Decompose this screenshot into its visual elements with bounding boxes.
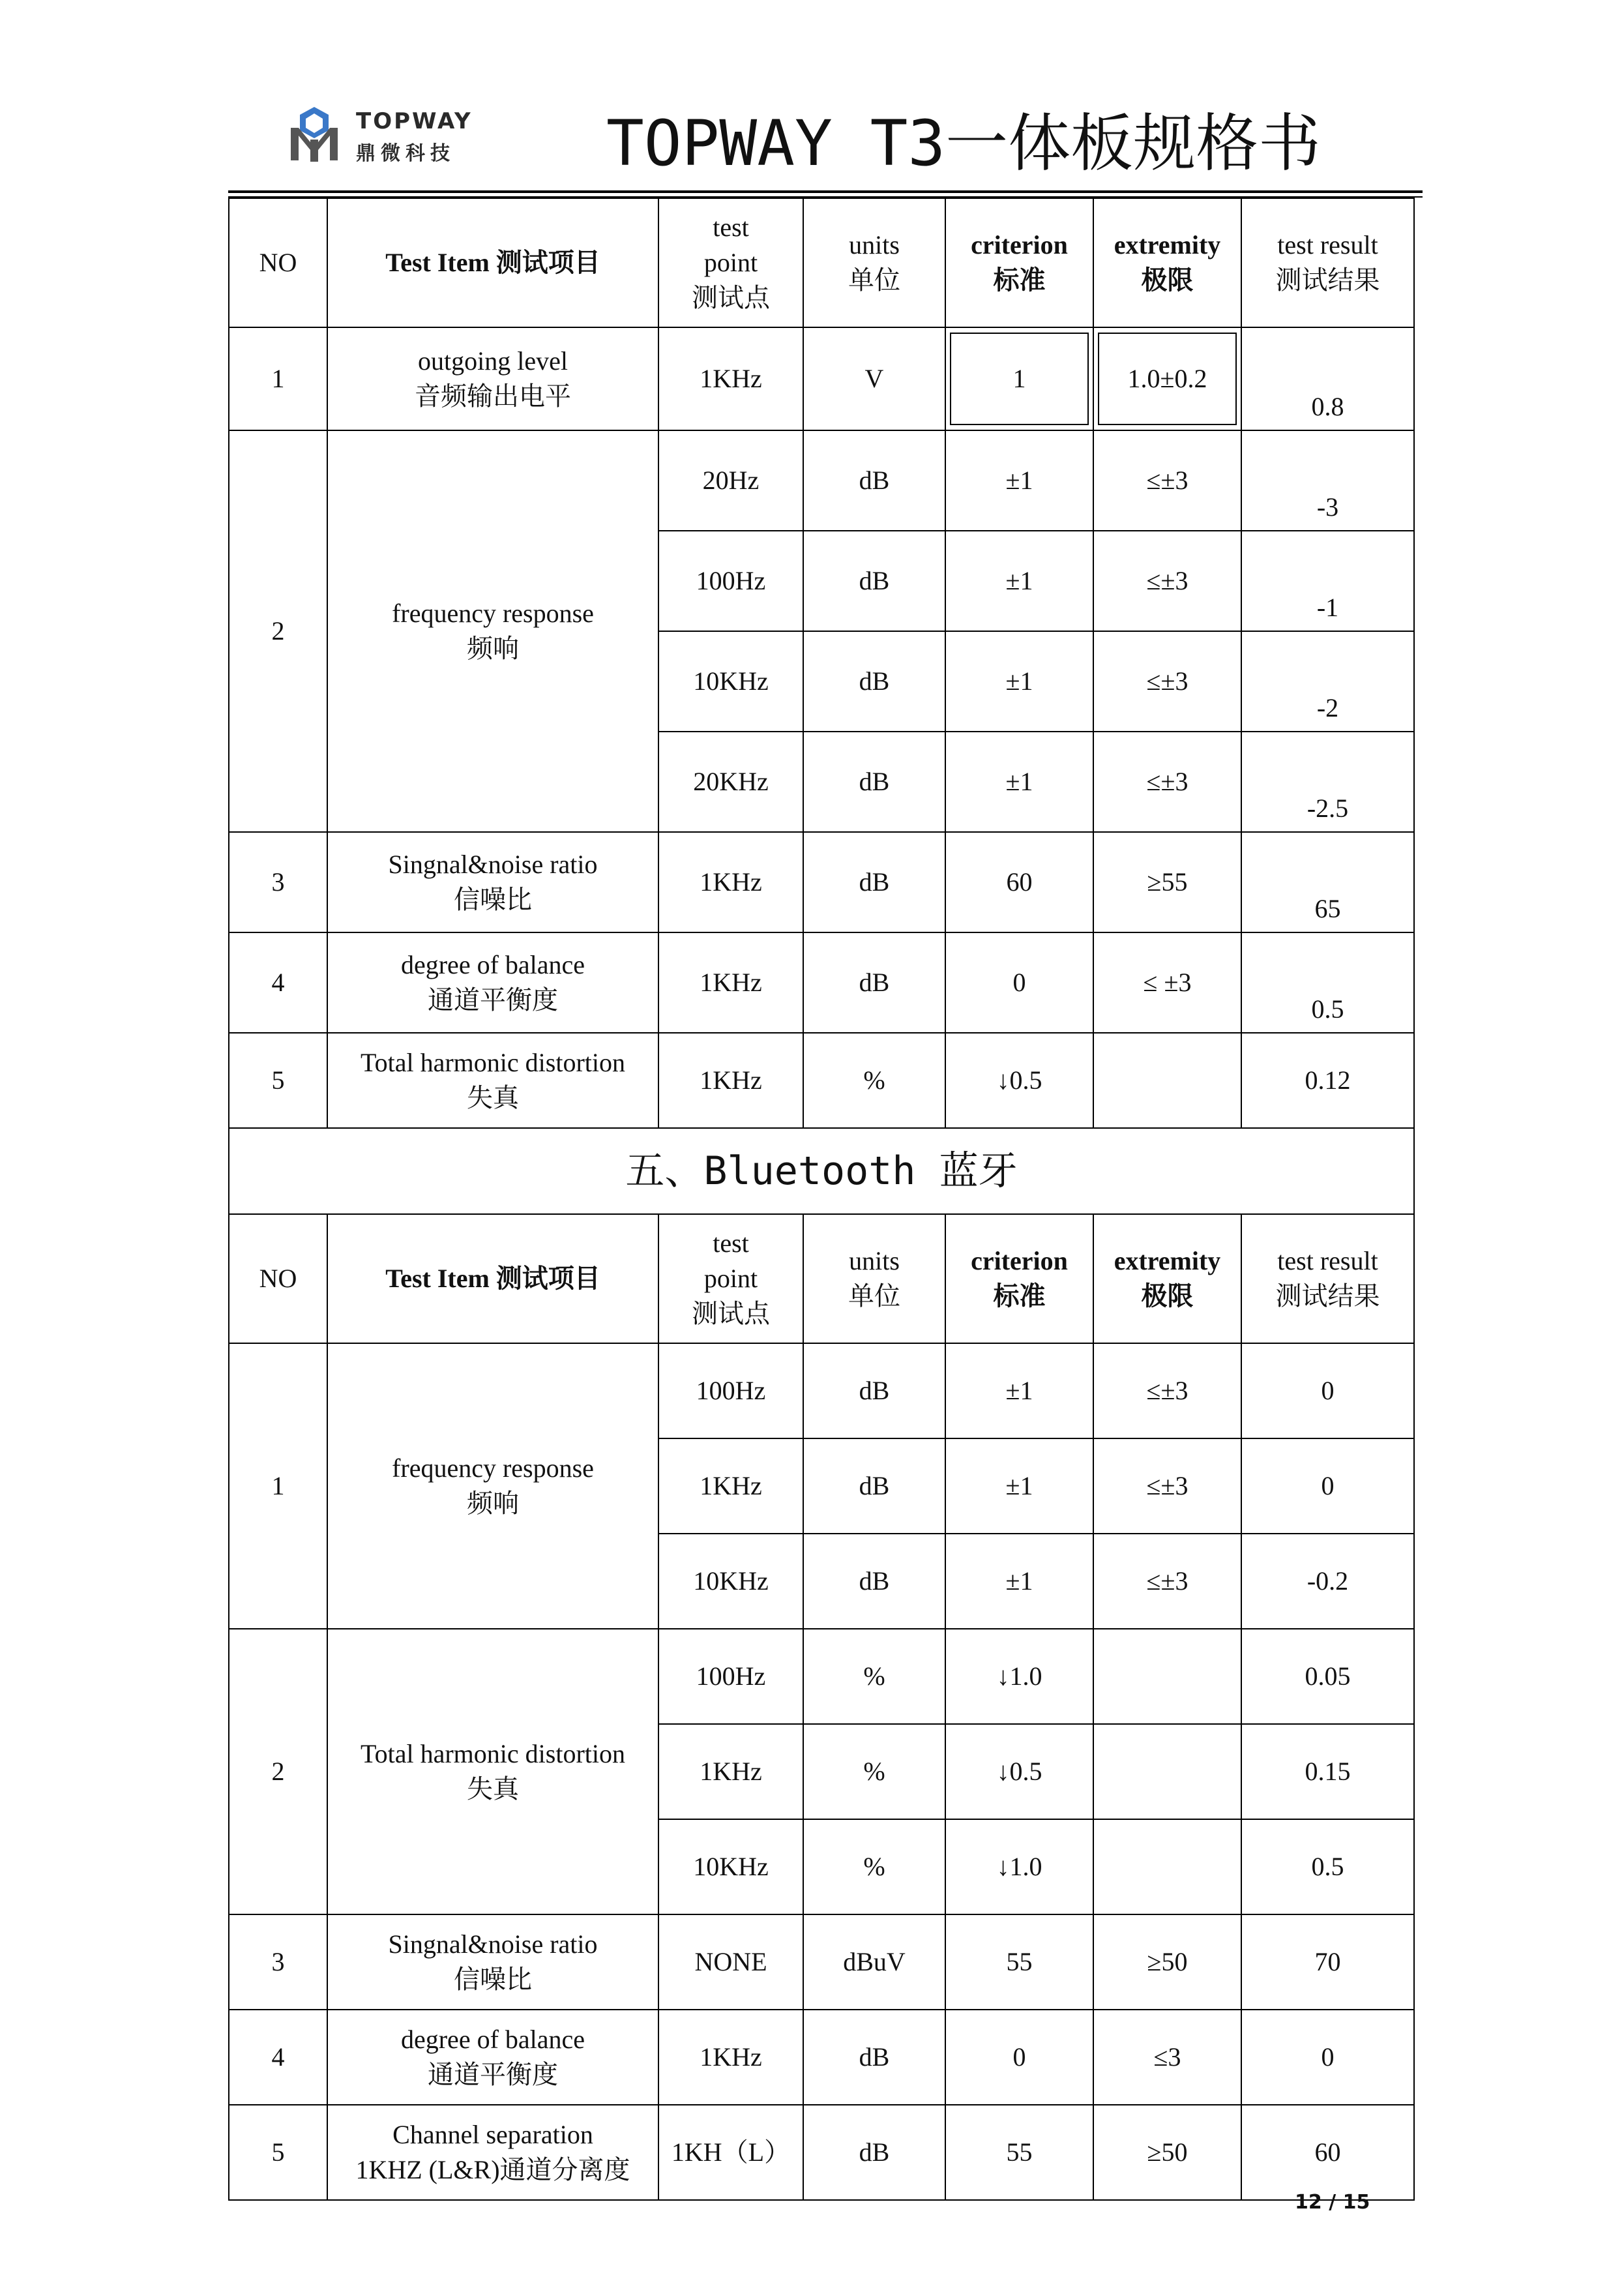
- test-item-name: Total harmonic distortion 失真: [327, 1629, 658, 1914]
- row-number: 2: [229, 1629, 327, 1914]
- extremity: ≤±3: [1093, 1534, 1241, 1629]
- header-no: NO: [229, 198, 327, 327]
- test-point: 1KHz: [658, 2010, 803, 2105]
- header-test-item: Test Item 测试项目: [327, 198, 658, 327]
- header-criterion: criterion 标准: [945, 198, 1093, 327]
- test-point: 1KHz: [658, 932, 803, 1033]
- criterion: ±1: [945, 430, 1093, 531]
- test-point: 1KHz: [658, 327, 803, 430]
- extremity: ≥55: [1093, 832, 1241, 932]
- test-point: 10KHz: [658, 1819, 803, 1914]
- criterion-box: 1: [950, 333, 1089, 425]
- page-number: 12 / 15: [1295, 2191, 1370, 2214]
- extremity: [1093, 1033, 1241, 1128]
- header-rule-thick: [228, 190, 1423, 193]
- table-row: [229, 1033, 1414, 1128]
- logo-subtitle-text: 鼎微科技: [356, 142, 455, 165]
- test-point: 1KHz: [658, 1033, 803, 1128]
- test-result: 0.8: [1241, 327, 1414, 430]
- test-point: 10KHz: [658, 1534, 803, 1629]
- table-row: [229, 430, 1414, 531]
- header-units: units 单位: [803, 198, 945, 327]
- header-no: NO: [229, 1214, 327, 1343]
- criterion: 55: [945, 2105, 1093, 2200]
- table-row: [229, 2010, 1414, 2105]
- test-point: 1KHz: [658, 832, 803, 932]
- test-result: 60: [1241, 2105, 1414, 2200]
- extremity: [1093, 327, 1241, 430]
- test-result: 0.15: [1241, 1724, 1414, 1819]
- units: dB: [803, 631, 945, 732]
- units: dB: [803, 1534, 945, 1629]
- table-header-row: [229, 1214, 1414, 1343]
- header-test-point: test point 测试点: [658, 1214, 803, 1343]
- test-item-name: Channel separation 1KHZ (L&R)通道分离度: [327, 2105, 658, 2200]
- units: %: [803, 1724, 945, 1819]
- criterion: ±1: [945, 732, 1093, 832]
- header-test-result: test result 测试结果: [1241, 198, 1414, 327]
- extremity-box: 1.0±0.2: [1098, 333, 1237, 425]
- extremity: ≤3: [1093, 2010, 1241, 2105]
- table-row: [229, 1343, 1414, 1438]
- extremity: ≤±3: [1093, 631, 1241, 732]
- extremity: [1093, 1819, 1241, 1914]
- test-result: 0.5: [1241, 932, 1414, 1033]
- criterion: ±1: [945, 1343, 1093, 1438]
- criterion: 0: [945, 2010, 1093, 2105]
- spec-table: [228, 198, 1415, 2201]
- units: %: [803, 1819, 945, 1914]
- header-units: units 单位: [803, 1214, 945, 1343]
- section-title: 五、Bluetooth 蓝牙: [229, 1128, 1414, 1214]
- table-row: [229, 327, 1414, 430]
- extremity: ≤±3: [1093, 531, 1241, 631]
- test-result: 0: [1241, 2010, 1414, 2105]
- table-row: [229, 832, 1414, 932]
- criterion: 55: [945, 1914, 1093, 2010]
- units: dB: [803, 832, 945, 932]
- table-row: [229, 1914, 1414, 2010]
- row-number: 2: [229, 430, 327, 832]
- test-result: 0.5: [1241, 1819, 1414, 1914]
- test-item-name: frequency response 频响: [327, 1343, 658, 1629]
- row-number: 4: [229, 2010, 327, 2105]
- test-result: 0.05: [1241, 1629, 1414, 1724]
- criterion: 60: [945, 832, 1093, 932]
- test-point: 10KHz: [658, 631, 803, 732]
- extremity: ≤±3: [1093, 732, 1241, 832]
- units: V: [803, 327, 945, 430]
- extremity: ≥50: [1093, 1914, 1241, 2010]
- criterion: 0: [945, 932, 1093, 1033]
- header-test-result: test result 测试结果: [1241, 1214, 1414, 1343]
- units: dB: [803, 732, 945, 832]
- table-header-row: [229, 198, 1414, 327]
- units: dB: [803, 2105, 945, 2200]
- test-item-name: Singnal&noise ratio 信噪比: [327, 832, 658, 932]
- criterion: ↓1.0: [945, 1629, 1093, 1724]
- document-title: TOPWAY T3一体板规格书: [606, 107, 1321, 180]
- test-result: -3: [1241, 430, 1414, 531]
- units: %: [803, 1629, 945, 1724]
- table-row: [229, 2105, 1414, 2200]
- test-point: 100Hz: [658, 531, 803, 631]
- units: dB: [803, 932, 945, 1033]
- test-item-name: frequency response 频响: [327, 430, 658, 832]
- criterion: ±1: [945, 1534, 1093, 1629]
- test-point: 100Hz: [658, 1629, 803, 1724]
- header-criterion: criterion 标准: [945, 1214, 1093, 1343]
- row-number: 5: [229, 1033, 327, 1128]
- criterion: ±1: [945, 1438, 1093, 1534]
- row-number: 5: [229, 2105, 327, 2200]
- criterion: ↓0.5: [945, 1033, 1093, 1128]
- row-number: 1: [229, 327, 327, 430]
- test-point: 20KHz: [658, 732, 803, 832]
- extremity: [1093, 1629, 1241, 1724]
- logo-brand-text: TOPWAY: [356, 108, 473, 134]
- extremity: ≤ ±3: [1093, 932, 1241, 1033]
- units: dB: [803, 2010, 945, 2105]
- test-point: 1KH（L）: [658, 2105, 803, 2200]
- criterion: ±1: [945, 631, 1093, 732]
- units: dB: [803, 1438, 945, 1534]
- test-result: 70: [1241, 1914, 1414, 2010]
- units: %: [803, 1033, 945, 1128]
- extremity: ≤±3: [1093, 1438, 1241, 1534]
- row-number: 3: [229, 832, 327, 932]
- test-result: -1: [1241, 531, 1414, 631]
- company-logo: [282, 102, 477, 167]
- units: dB: [803, 1343, 945, 1438]
- test-point: 1KHz: [658, 1438, 803, 1534]
- test-point: NONE: [658, 1914, 803, 2010]
- section-title-row: [229, 1128, 1414, 1214]
- test-item-name: degree of balance 通道平衡度: [327, 932, 658, 1033]
- test-item-name: degree of balance 通道平衡度: [327, 2010, 658, 2105]
- header-extremity: extremity 极限: [1093, 1214, 1241, 1343]
- test-point: 20Hz: [658, 430, 803, 531]
- row-number: 4: [229, 932, 327, 1033]
- row-number: 3: [229, 1914, 327, 2010]
- test-point: 100Hz: [658, 1343, 803, 1438]
- criterion: ↓0.5: [945, 1724, 1093, 1819]
- extremity: ≥50: [1093, 2105, 1241, 2200]
- test-result: -2.5: [1241, 732, 1414, 832]
- extremity: ≤±3: [1093, 430, 1241, 531]
- test-item-name: Singnal&noise ratio 信噪比: [327, 1914, 658, 2010]
- units: dB: [803, 531, 945, 631]
- test-result: 0: [1241, 1343, 1414, 1438]
- test-result: 0.12: [1241, 1033, 1414, 1128]
- criterion: [945, 327, 1093, 430]
- test-result: 65: [1241, 832, 1414, 932]
- criterion: ±1: [945, 531, 1093, 631]
- header-test-point: test point 测试点: [658, 198, 803, 327]
- header-test-item: Test Item 测试项目: [327, 1214, 658, 1343]
- units: dB: [803, 430, 945, 531]
- test-item-name: Total harmonic distortion 失真: [327, 1033, 658, 1128]
- units: dBuV: [803, 1914, 945, 2010]
- extremity: ≤±3: [1093, 1343, 1241, 1438]
- test-result: -2: [1241, 631, 1414, 732]
- test-point: 1KHz: [658, 1724, 803, 1819]
- test-result: -0.2: [1241, 1534, 1414, 1629]
- test-item-name: outgoing level 音频输出电平: [327, 327, 658, 430]
- row-number: 1: [229, 1343, 327, 1629]
- topway-logo-icon: [282, 102, 347, 167]
- table-row: [229, 1629, 1414, 1724]
- test-result: 0: [1241, 1438, 1414, 1534]
- extremity: [1093, 1724, 1241, 1819]
- criterion: ↓1.0: [945, 1819, 1093, 1914]
- table-row: [229, 932, 1414, 1033]
- header-extremity: extremity 极限: [1093, 198, 1241, 327]
